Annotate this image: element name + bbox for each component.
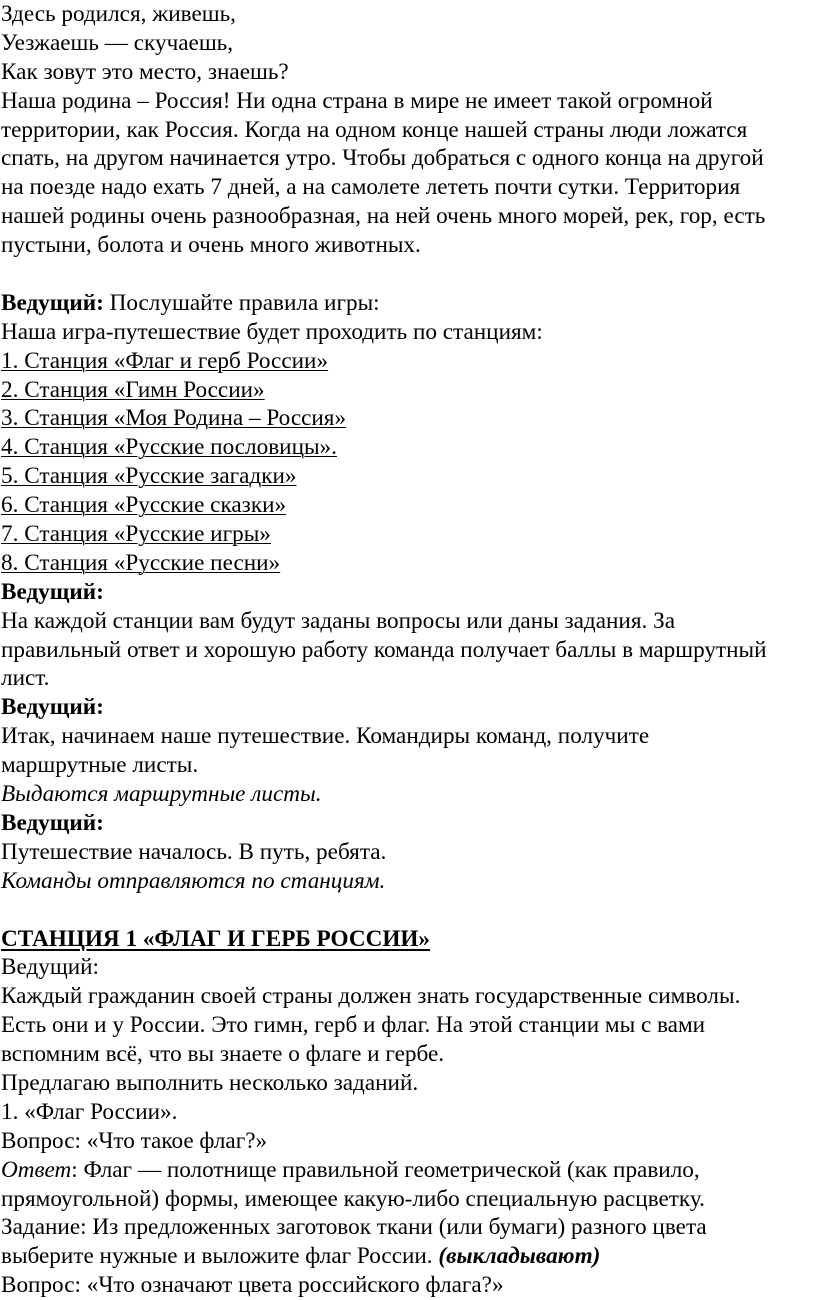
journey-start: Путешествие началось. В путь, ребята. [1,838,387,865]
tasks-line: На каждой станции вам будут заданы вопросы или даны задания. За [1,607,675,634]
rules-intro: Послушайте правила игры: [103,289,380,316]
symbols-line: Есть они и у России. Это гимн, герб и флаг. На этой станции мы с вами [1,1012,706,1039]
answer-line [1,1156,816,1185]
station-link[interactable]: 1. Станция «Флаг и герб России» [1,347,329,374]
poem-line: Здесь родился, живешь, [1,1,236,27]
station-link[interactable]: 8. Станция «Русские песни» [1,549,281,576]
start-line: Итак, начинаем наше путешествие. Командиры команд, получите [1,723,650,750]
intro-line: Наша родина – Россия! Ни одна страна в мире не имеет такой огромной [1,87,713,114]
station-link[interactable]: 2. Станция «Гимн России» [1,376,265,403]
station-item [1,462,816,491]
station1-heading-line [1,925,816,954]
station1-heading: СТАНЦИЯ 1 «ФЛАГ И ГЕРБ РОССИИ» [1,925,431,952]
intro-line: территории, как Россия. Когда на одном конце нашей страны люди ложатся [1,116,748,143]
poem-line: Как зовут это место, знаешь? [1,58,289,85]
poem [1,0,816,87]
station-link[interactable]: 5. Станция «Русские загадки» [1,463,297,490]
host-label: Ведущий: [1,578,104,605]
question1: Вопрос: «Что такое флаг?» [1,1127,268,1154]
question2: Вопрос: «Что означают цвета российского флага?» [1,1272,504,1299]
tasks-line: правильный ответ и хорошую работу команда получает баллы в маршрутный [1,636,767,663]
station-item [1,433,816,462]
assignment-line: Задание: Из предложенных заготовок ткани (или бумаги) разного цвета [1,1214,707,1241]
host-label: Ведущий: [1,809,104,836]
rules-line [1,289,816,318]
station-item [1,347,816,376]
intro-line: на поезде надо ехать 7 дней, а на самолете лететь почти сутки. Территория [1,174,741,201]
station-link[interactable]: 4. Станция «Русские пословицы». [1,434,337,461]
station-link[interactable]: 6. Станция «Русские сказки» [1,492,287,519]
station-link[interactable]: 7. Станция «Русские игры» [1,521,271,548]
assignment-note: (выкладывают) [438,1243,601,1270]
task1-title: 1. «Флаг России». [1,1098,178,1125]
assignment-line [1,1242,816,1271]
symbols-line: Каждый гражданин своей страны должен знать государственные символы. [1,983,741,1010]
answer-text: : Флаг — полотнище правильной геометрической (как правило, [71,1156,700,1183]
answer-line: прямоугольной) формы, имеющее какую-либо специальную расцветку. [1,1185,705,1212]
assignment-text: выберите нужные и выложите флаг России. [1,1243,439,1270]
intro-line: нашей родины очень разнообразная, на ней очень много морей, рек, гор, есть [1,203,766,230]
stations-intro: Наша игра-путешествие будет проходить по станциям: [1,318,543,345]
station-item [1,491,816,520]
start-line: маршрутные листы. [1,752,199,779]
host-label: Ведущий: [1,694,104,721]
blank-line [1,260,816,289]
host-label-plain: Ведущий: [1,954,99,981]
symbols-line: вспомним всё, что вы знаете о флаге и гербе. [1,1041,445,1068]
stations-list [1,347,816,578]
intro-paragraph [1,87,816,260]
symbols-line: Предлагаю выполнить несколько заданий. [1,1069,419,1096]
host-label: Ведущий: [1,289,104,316]
station-link[interactable]: 3. Станция «Моя Родина – Россия» [1,405,347,432]
blank-line [1,896,816,925]
station-item [1,404,816,433]
intro-line: пустыни, болота и очень много животных. [1,232,421,259]
tasks-line: лист. [1,665,50,692]
intro-line: спать, на другом начинается утро. Чтобы добраться с одного конца на другой [1,145,764,172]
station-item [1,520,816,549]
poem-line: Уезжаешь — скучаешь, [1,29,234,56]
answer-label: Ответ [1,1156,72,1183]
station-item [1,376,816,405]
teams-note: Команды отправляются по станциям. [1,867,386,894]
station-item [1,549,816,578]
handout-note: Выдаются маршрутные листы. [1,781,322,808]
